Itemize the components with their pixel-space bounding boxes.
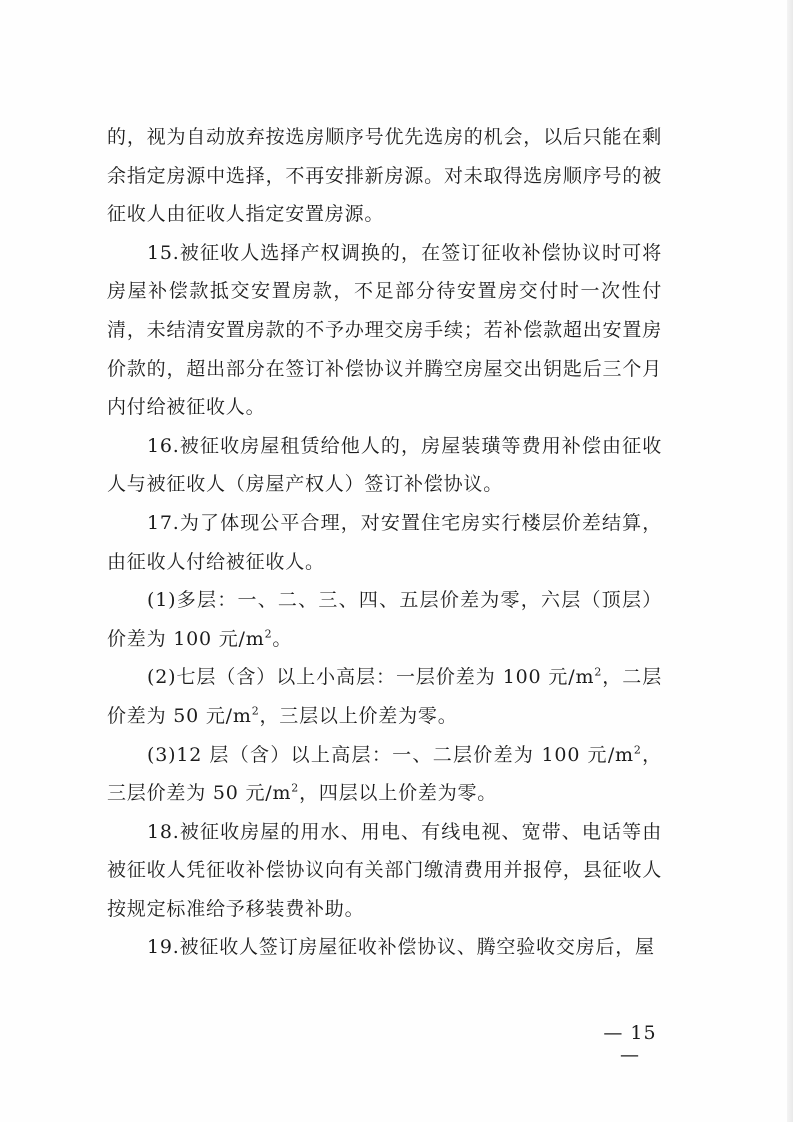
item-1-text-a: (1)多层：一、二、三、四、五层价差为零，六层（顶层）价差为 100 元/m bbox=[107, 589, 662, 650]
item-3-superscript-1: 2 bbox=[633, 743, 642, 757]
item-2-text-a: (2)七层（含）以上小高层：一层价差为 100 元/m bbox=[147, 666, 595, 689]
item-1-text-b: 。 bbox=[272, 627, 293, 650]
document-body bbox=[107, 118, 662, 967]
paragraph-18: 18.被征收房屋的用水、用电、有线电视、宽带、电话等由被征收人凭征收补偿协议向有关部门缴清费用并报停，县征收人按规定标准给予移装费补助。 bbox=[107, 820, 662, 920]
paragraph-19: 19.被征收人签订房屋征收补偿协议、腾空验收交房后，屋 bbox=[147, 936, 655, 959]
item-3-text-a: (3)12 层（含）以上高层：一、二层价差为 100 元/m bbox=[147, 743, 634, 766]
paragraph-17: 17.为了体现公平合理，对安置住宅房实行楼层价差结算，由征收人付给被征收人。 bbox=[107, 511, 662, 573]
item-2-superscript-1: 2 bbox=[594, 665, 603, 679]
paragraph-17-item-3 bbox=[107, 736, 662, 813]
page-number: — 15 — bbox=[603, 1022, 657, 1066]
item-1-superscript: 2 bbox=[264, 627, 273, 641]
item-3-superscript-2: 2 bbox=[291, 781, 300, 795]
item-3-text-b: ，三层价差为 50 元/m bbox=[107, 743, 662, 805]
page-edge-shadow bbox=[787, 0, 793, 1122]
item-3-text-c: ，四层以上价差为零。 bbox=[299, 782, 498, 805]
item-2-text-c: ，三层以上价差为零。 bbox=[259, 704, 458, 727]
paragraph-17-item-1 bbox=[107, 581, 662, 658]
paragraph-15: 15.被征收人选择产权调换的，在签订征收补偿协议时可将房屋补偿款抵交安置房款，不足部分待安置房交付时一次性付清，未结清安置房款的不予办理交房手续；若补偿款超出安置房价款的，超出部分在签订补偿协议并腾空房屋交出钥匙后三个月内付给被征收人。 bbox=[107, 241, 662, 419]
paragraph-17-item-2 bbox=[107, 658, 662, 735]
paragraph-16: 16.被征收房屋租赁给他人的，房屋装璜等费用补偿由征收人与被征收人（房屋产权人）签订补偿协议。 bbox=[107, 434, 662, 496]
paragraph-continued: 的，视为自动放弃按选房顺序号优先选房的机会，以后只能在剩余指定房源中选择，不再安排新房源。对未取得选房顺序号的被征收人由征收人指定安置房源。 bbox=[107, 126, 662, 226]
item-2-text-b: ，二层价差为 50 元/m bbox=[107, 666, 662, 727]
item-2-superscript-2: 2 bbox=[251, 704, 260, 718]
